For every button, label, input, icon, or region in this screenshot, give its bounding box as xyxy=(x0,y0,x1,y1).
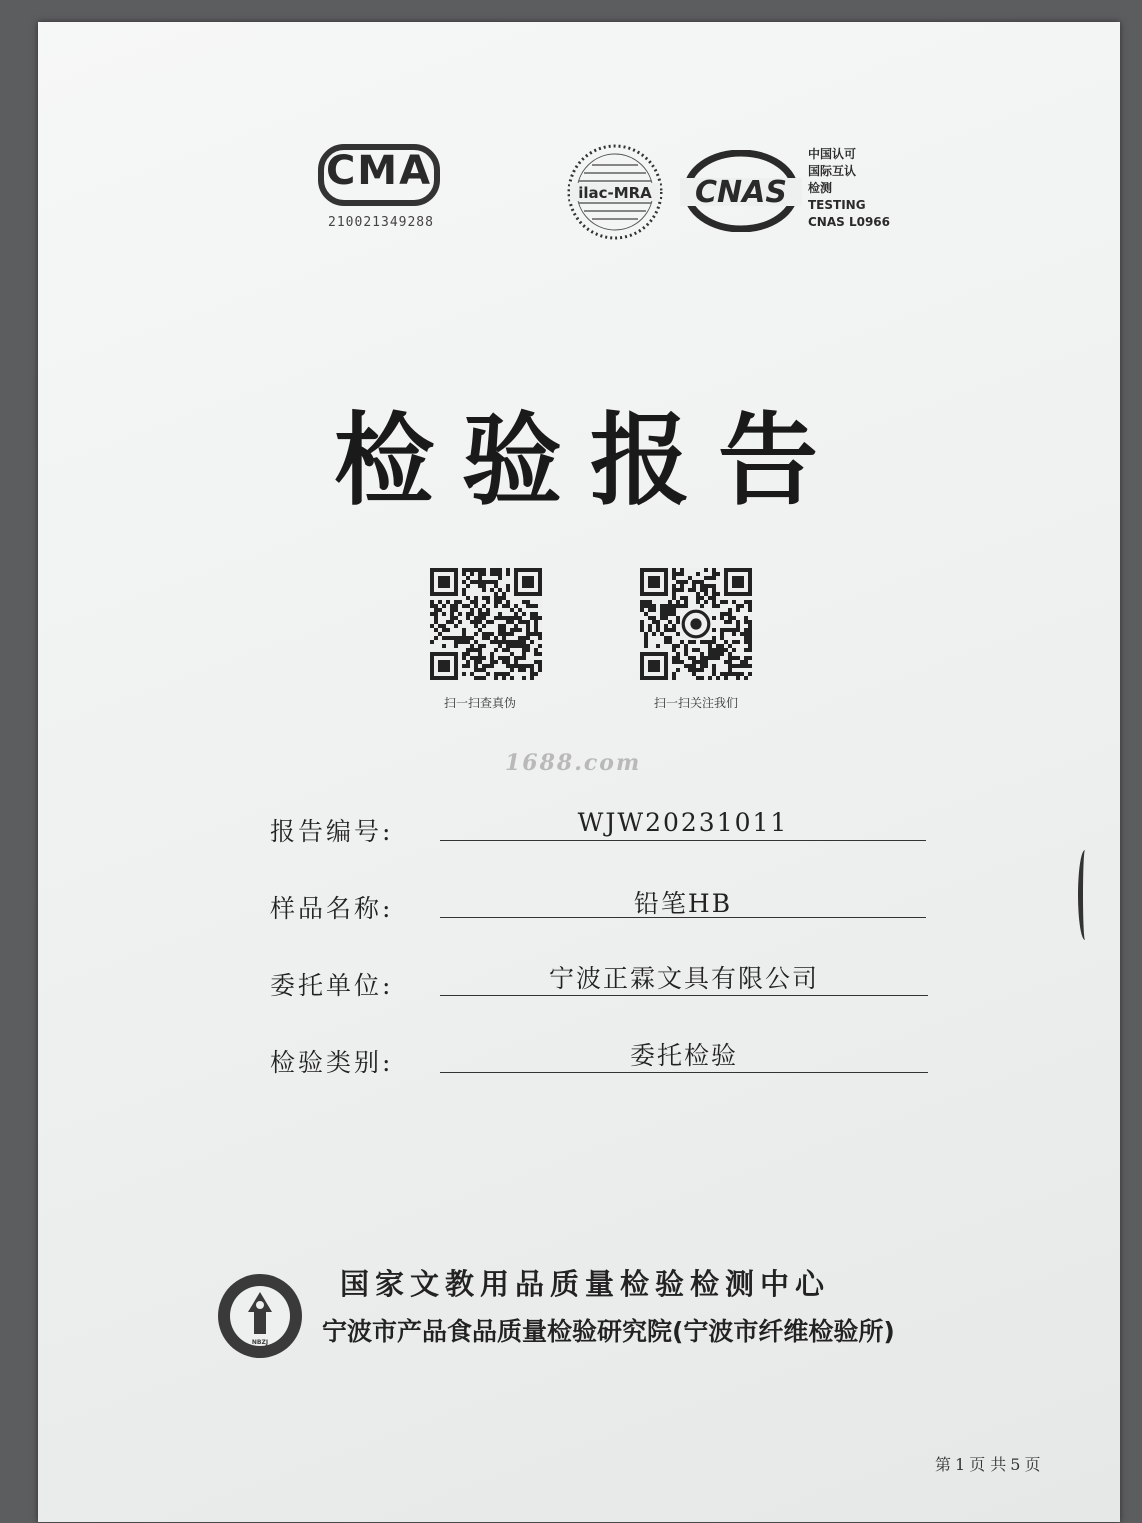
inspection-type-label: 检验类别: xyxy=(270,1048,394,1077)
client-value: 宁波正霖文具有限公司 xyxy=(548,964,819,993)
binding-clip-mark xyxy=(1078,850,1092,940)
seal-text: NBZJ xyxy=(251,1339,269,1346)
cnas-side-line: TESTING xyxy=(808,198,866,212)
page-total: 5 xyxy=(1010,1455,1021,1474)
cnas-side-line: 中国认可 xyxy=(808,147,857,161)
report-no-label: 报告编号: xyxy=(270,817,394,846)
sample-name-label: 样品名称: xyxy=(270,894,394,923)
report-no-value: WJW20231011 xyxy=(577,808,789,837)
page-mid: 页 共 xyxy=(969,1455,1007,1474)
sample-name-underline xyxy=(440,917,926,918)
cnas-side-line: 国际互认 xyxy=(808,164,857,178)
sample-name-value: 铅笔HB xyxy=(633,889,733,918)
institution-name-2: 宁波市产品食品质量检验研究院(宁波市纤维检验所) xyxy=(322,1317,895,1346)
inspection-type-underline xyxy=(440,1072,928,1073)
qr-label-verify: 扫一扫查真伪 xyxy=(443,696,516,710)
cnas-logo xyxy=(680,150,802,236)
page-current: 1 xyxy=(955,1455,966,1474)
cnas-text: CNAS xyxy=(695,175,787,210)
client-label: 委托单位: xyxy=(270,971,394,1000)
qr-code-follow[interactable] xyxy=(640,568,752,680)
ilac-text: ilac-MRA xyxy=(578,184,652,202)
page-suffix: 页 xyxy=(1024,1455,1041,1474)
qr-code-verify[interactable] xyxy=(430,568,542,680)
cnas-side-line: 检测 xyxy=(808,181,833,195)
report-no-underline xyxy=(440,840,926,841)
ilac-mra-logo xyxy=(566,143,664,245)
cma-number: 210021349288 xyxy=(328,215,434,230)
institution-name-1: 国家文教用品质量检验检测中心 xyxy=(340,1267,831,1301)
report-title: 检验报告 xyxy=(334,401,846,519)
cnas-side-line: CNAS L0966 xyxy=(808,215,891,229)
page-prefix: 第 xyxy=(935,1455,952,1474)
institution-seal xyxy=(216,1272,304,1364)
watermark: 1688.com xyxy=(505,750,642,776)
cnas-side-text xyxy=(808,146,918,231)
qr-label-follow: 扫一扫关注我们 xyxy=(653,696,738,710)
page-number xyxy=(935,1452,1045,1475)
cma-logo: CMA xyxy=(325,148,433,194)
inspection-type-value: 委托检验 xyxy=(629,1041,738,1070)
client-underline xyxy=(440,995,928,996)
